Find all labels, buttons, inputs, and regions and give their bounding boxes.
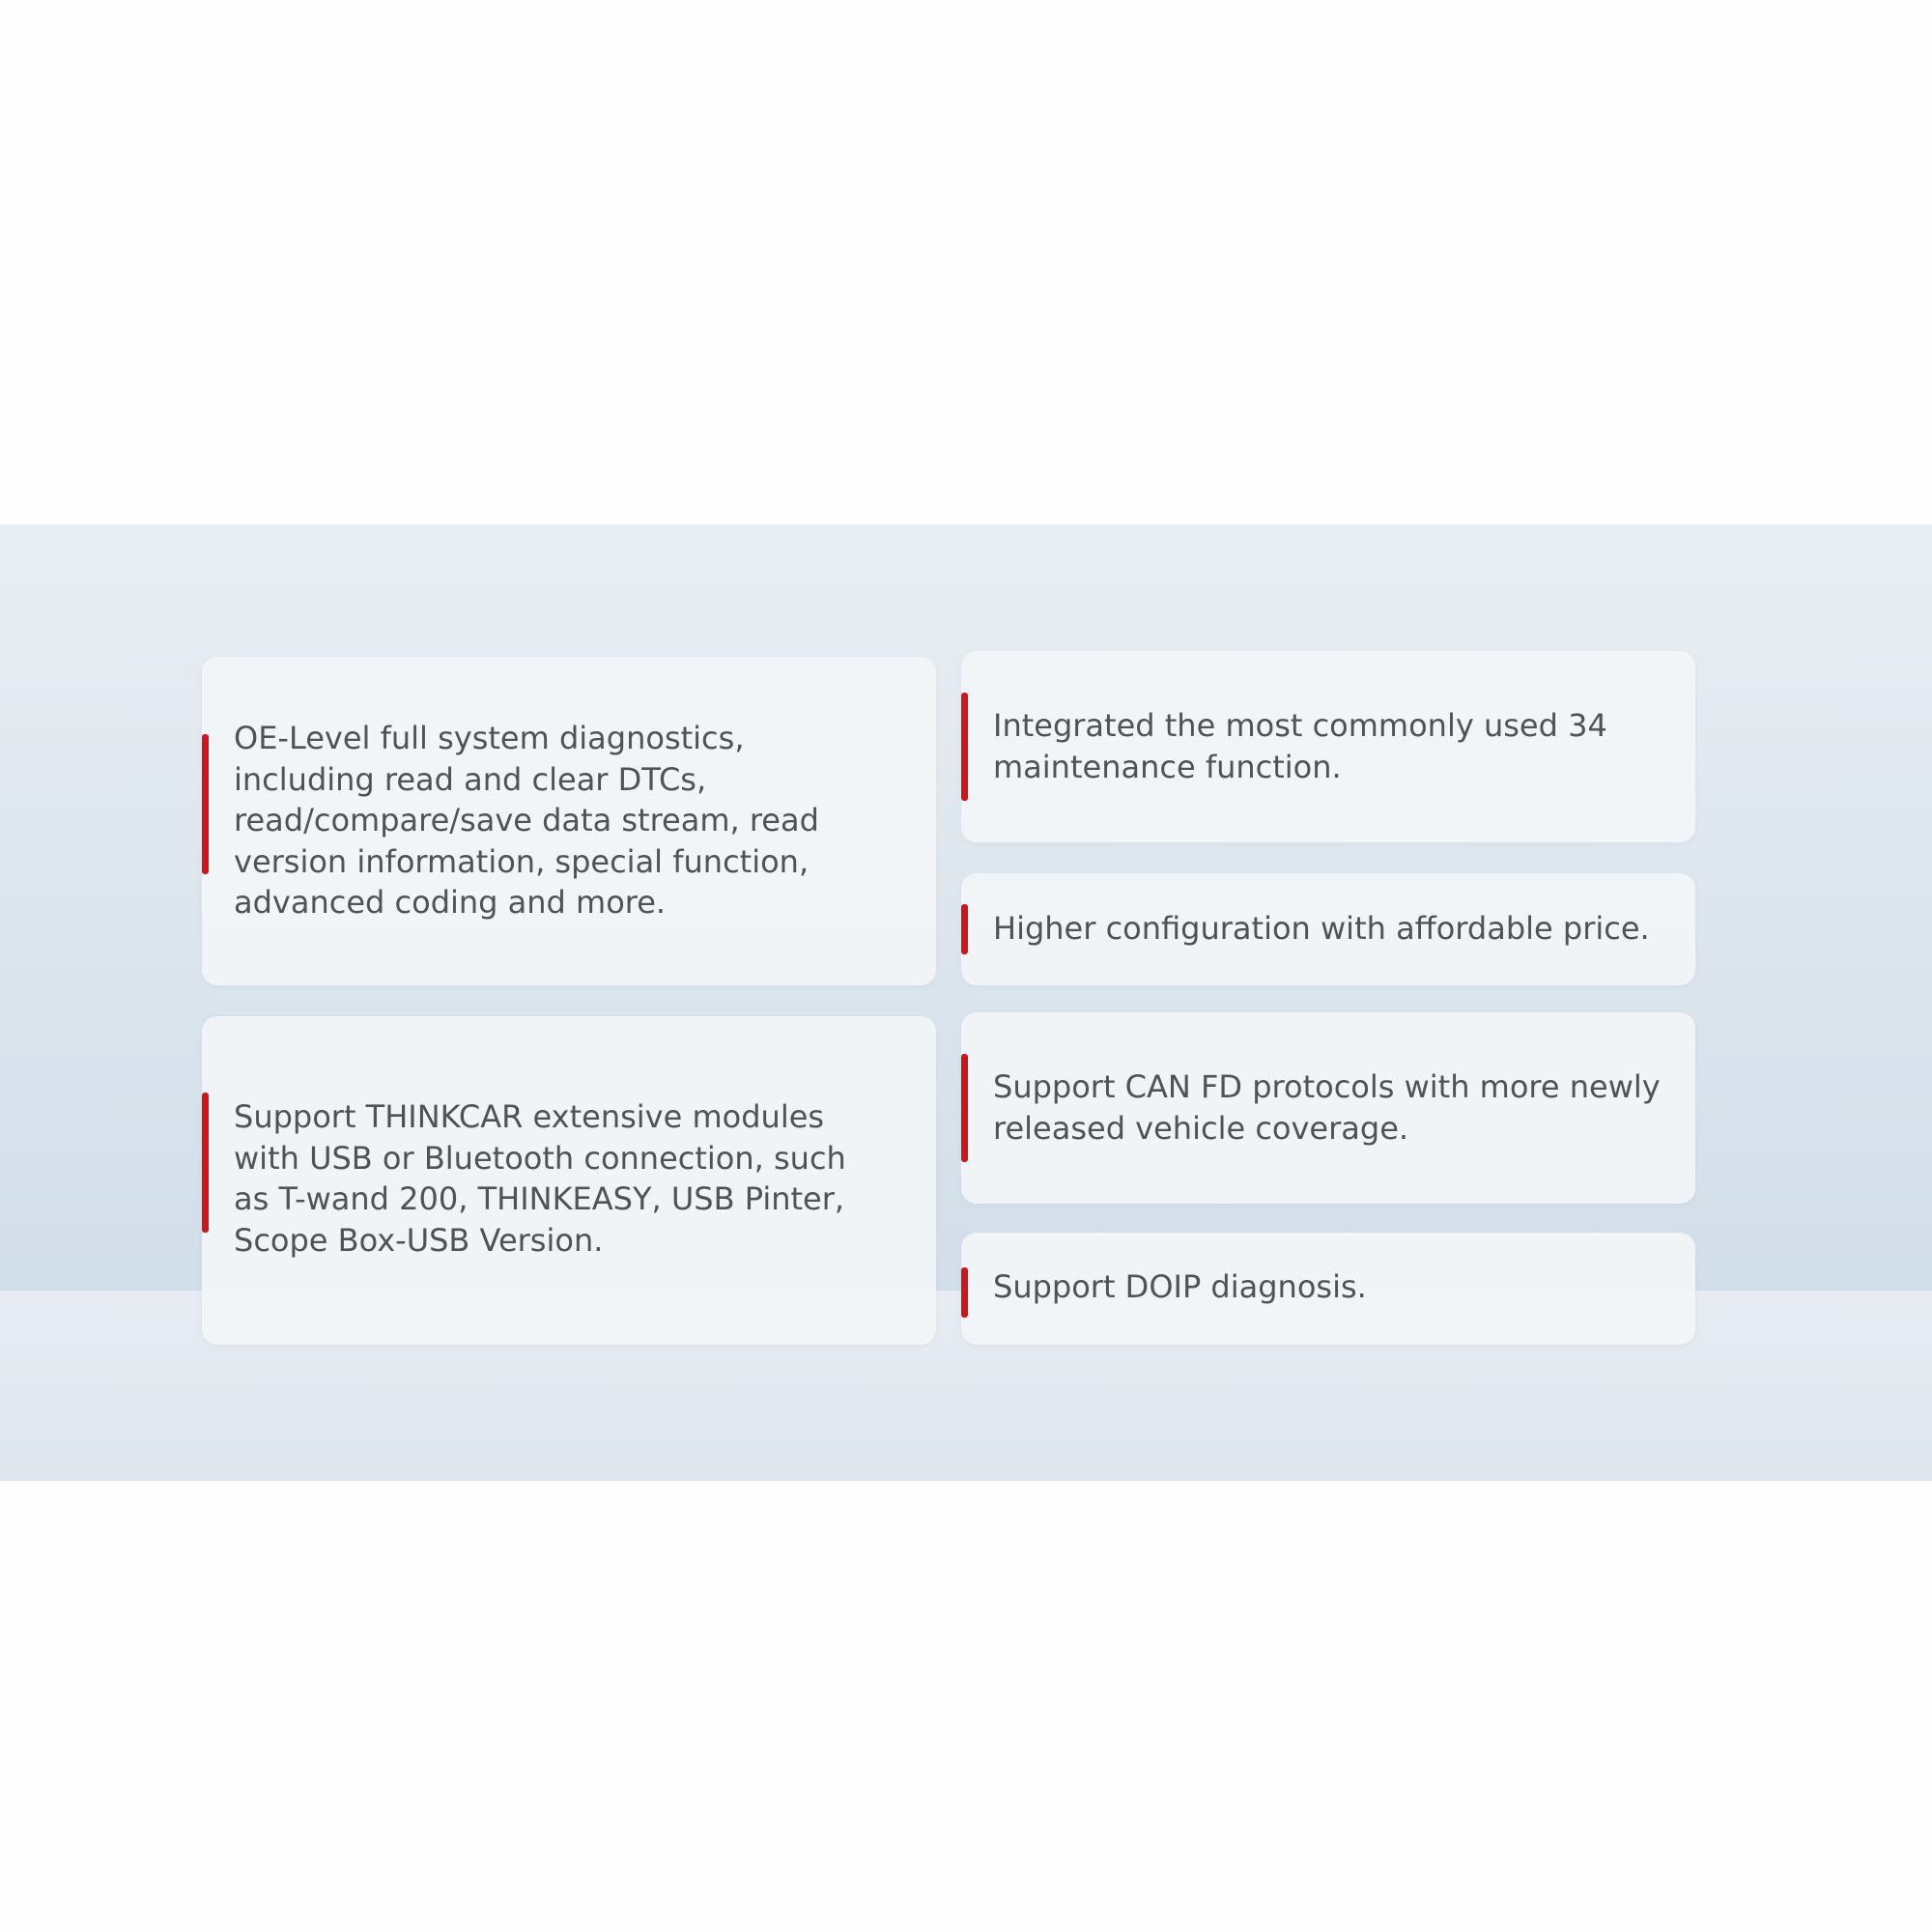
feature-card-full-system-diagnostics	[202, 657, 936, 985]
accent-bar	[961, 693, 968, 801]
feature-line: Support DOIP diagnosis.	[993, 1268, 1367, 1305]
feature-text	[234, 718, 819, 923]
accent-bar	[202, 1093, 209, 1233]
feature-line: version information, special function,	[234, 842, 810, 880]
feature-text	[993, 705, 1607, 787]
accent-bar	[961, 1267, 968, 1318]
accent-bar	[202, 734, 209, 874]
feature-line: including read and clear DTCs,	[234, 760, 707, 798]
feature-line: Support CAN FD protocols with more newly	[993, 1068, 1661, 1105]
feature-line: advanced coding and more.	[234, 884, 667, 921]
feature-text	[993, 1266, 1367, 1308]
accent-bar	[961, 904, 968, 954]
feature-card-can-fd	[961, 1012, 1695, 1204]
feature-line: Integrated the most commonly used 34	[993, 707, 1607, 744]
feature-card-extensive-modules	[202, 1016, 936, 1345]
feature-line: maintenance function.	[993, 748, 1342, 785]
feature-line: released vehicle coverage.	[993, 1109, 1409, 1147]
feature-line: read/compare/save data stream, read	[234, 802, 819, 838]
feature-line: as T-wand 200, THINKEASY, USB Pinter,	[234, 1180, 845, 1217]
feature-card-doip	[961, 1233, 1695, 1345]
feature-card-maintenance-functions	[961, 651, 1695, 842]
feature-text	[234, 1096, 846, 1261]
accent-bar	[961, 1054, 968, 1162]
feature-line: with USB or Bluetooth connection, such	[234, 1139, 846, 1177]
feature-line: Support THINKCAR extensive modules	[234, 1098, 825, 1135]
feature-card-affordable-price	[961, 873, 1695, 985]
feature-line: Scope Box-USB Version.	[234, 1221, 604, 1259]
feature-text	[993, 908, 1650, 950]
feature-text	[993, 1066, 1661, 1149]
feature-line: Higher configuration with affordable price.	[993, 910, 1650, 947]
feature-line: OE-Level full system diagnostics,	[234, 720, 745, 756]
